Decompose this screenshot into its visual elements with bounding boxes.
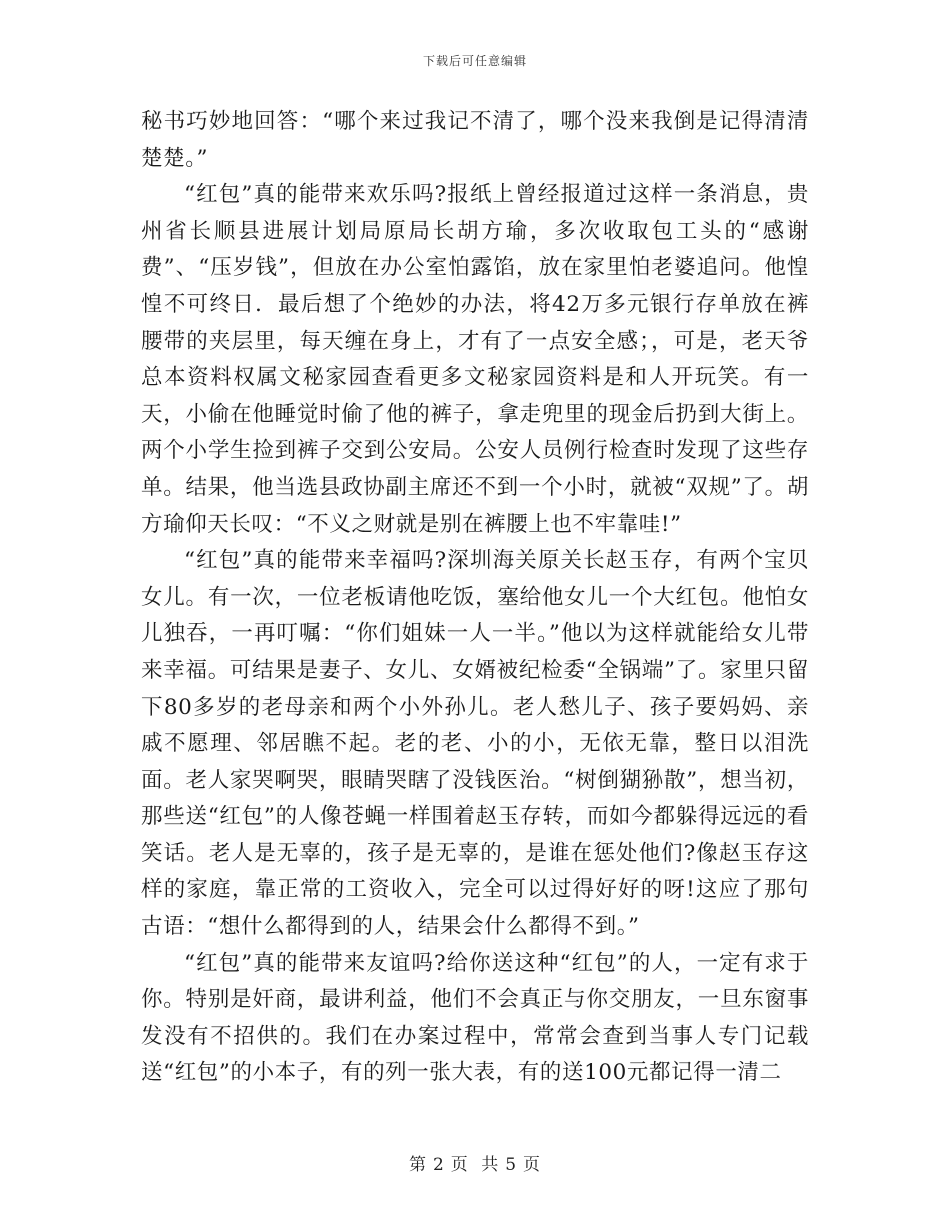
footer-total-unit: 页 bbox=[523, 1155, 542, 1175]
paragraph-1: 秘书巧妙地回答：“哪个来过我记不清了，哪个没来我倒是记得清清楚楚。” bbox=[141, 109, 809, 171]
page-header: 下载后可任意编辑 bbox=[422, 54, 527, 68]
page-footer bbox=[0, 1150, 950, 1175]
footer-prefix: 第 bbox=[408, 1155, 427, 1175]
footer-page-unit: 页 bbox=[450, 1155, 469, 1175]
paragraph-4: “红包”真的能带来友谊吗?给你送这种“红包”的人，一定有求于你。特别是奸商，最讲利益，他们不会真正与你交朋友，一旦东窗事发没有不招供的。我们在办案过程中，常常会查到当事人专门记载送“红包”的小本子，有的列一张大表，有的送100元都记得一清二 bbox=[141, 950, 809, 1086]
document-body bbox=[141, 104, 809, 1092]
paragraph-3: “红包”真的能带来幸福吗?深圳海关原关长赵玉存，有两个宝贝女儿。有一次，一位老板请他吃饭，塞给他女儿一个大红包。他怕女儿独吞，一再叮嘱：“你们姐妹一人一半。”他以为这样就能给女儿带来幸福。可结果是妻子、女儿、女婿被纪检委“全锅端”了。家里只留下80多岁的老母亲和两个小外孙儿。老人愁儿子、孩子要妈妈、亲戚不愿理、邻居瞧不起。老的老、小的小，无依无靠，整日以泪洗面。老人家哭啊哭，眼睛哭瞎了没钱医治。“树倒猢狲散”，想当初，那些送“红包”的人像苍蝇一样围着赵玉存转，而如今都躲得远远的看笑话。老人是无辜的，孩子是无辜的，是谁在惩处他们?像赵玉存这样的家庭，靠正常的工资收入，完全可以过得好好的呀!这应了那句古语：“想什么都得到的人，结果会什么都得不到。” bbox=[141, 548, 809, 940]
total-page-number: 5 bbox=[505, 1155, 518, 1175]
current-page-number: 2 bbox=[432, 1155, 445, 1175]
paragraph-2: “红包”真的能带来欢乐吗?报纸上曾经报道过这样一条消息，贵州省长顺县进展计划局原局长胡方瑜，多次收取包工头的“感谢费”、“压岁钱”，但放在办公室怕露馅，放在家里怕老婆追问。他惶惶不可终日．最后想了个绝妙的办法，将42万多元银行存单放在裤腰带的夹层里，每天缠在身上，才有了一点安全感；，可是，老天爷总本资料权属文秘家园查看更多文秘家园资料是和人开玩笑。有一天，小偷在他睡觉时偷了他的裤子，拿走兜里的现金后扔到大街上。两个小学生捡到裤子交到公安局。公安人员例行检查时发现了这些存单。结果，他当选县政协副主席还不到一个小时，就被“双规”了。胡方瑜仰天长叹：“不义之财就是别在裤腰上也不牢靠哇!” bbox=[141, 182, 809, 537]
footer-total-prefix: 共 bbox=[481, 1155, 500, 1175]
